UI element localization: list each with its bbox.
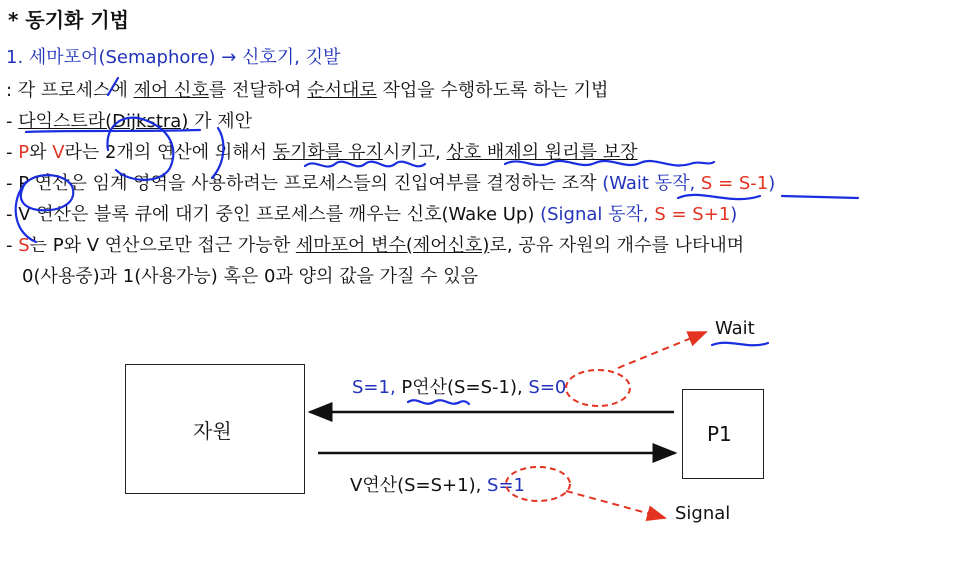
bullet-text: 와 [29,142,53,163]
desc-part: : 각 프로세스에 [6,80,134,101]
bullet-dash: - [6,142,19,163]
desc-part: 를 전달하여 [208,80,308,101]
wait-label: Wait [715,318,755,339]
bullet-text: 연산은 블록 큐에 대기 중인 프로세스를 깨우는 신호(Wake Up) [30,204,541,225]
page-title: * 동기화 기법 [8,8,129,32]
desc-part: 작업을 수행하도록 하는 기법 [376,80,609,101]
wait-underline [678,195,760,199]
s-one-circle [506,467,570,501]
signal-arrow [566,491,665,518]
bullet-text: 시키고, [382,142,447,163]
process-label: P1 [707,422,732,446]
s-letter: S [18,235,30,256]
pv-circle [107,118,173,180]
p-operation-text: P연산(S=S-1), [401,377,529,398]
dijkstra-squiggle [26,130,200,132]
handwritten-annotations [16,78,858,404]
s-plus: S = S+1 [654,204,731,225]
s-minus: S = S-1 [700,173,769,194]
wait-paren: (Wait 동작, [602,173,701,194]
bullet-dash: - [6,111,19,132]
s-equals-zero: S=0 [528,377,567,398]
bullet-text: 가 제안 [188,111,252,132]
sync-text: 동기화를 유지 [272,142,383,163]
bullet-dash: - [6,235,19,256]
wait-label-underline [712,343,768,346]
bullet-text: 는 P와 V 연산으로만 접근 가능한 [29,235,296,256]
resource-label: 자원 [193,419,232,443]
s-zero-circle [566,370,630,406]
paren-stroke [212,128,223,178]
p-op-squiggle [408,400,469,404]
bullet-text: 로, 공유 자원의 개수를 나타내며 [489,235,745,256]
signal-paren: (Signal 동작, [540,204,655,225]
semaphore-variable-text: 세마포어 변수(제어신호) [295,235,490,256]
desc-underline: 제어 신호 [133,80,209,101]
s-equals-one-after: S=1 [487,475,526,496]
v-letter: V [52,142,65,163]
desc-underline: 순서대로 [307,80,377,101]
p-letter: P [18,142,30,163]
paren-close: ) [768,173,776,194]
s-equals-one: S=1, [352,377,402,398]
paren-close: ) [730,204,738,225]
mutex-text: 상호 배제의 원리를 보장 [446,142,638,163]
tick-mark [108,78,118,95]
bullet-s-variable-line2: 0(사용중)과 1(사용가능) 혹은 0과 양의 값을 가질 수 있음 [22,266,478,287]
p-letter: P [18,173,30,194]
dijkstra-text: 다익스트라(Dijkstra) [18,111,189,132]
signal-label: Signal [675,503,731,524]
p-circle [21,175,73,210]
v-operation-text: V연산(S=S+1), [350,475,488,496]
semaphore-heading: 1. 세마포어(Semaphore) → 신호기, 깃발 [6,47,341,68]
pv-brace [16,182,36,242]
v-letter: V [18,204,31,225]
wait-arrow [618,332,706,368]
bullet-dash: - [6,173,19,194]
s-underline [782,196,858,198]
sync-squiggle [305,162,425,167]
mutex-squiggle [505,161,714,166]
bullet-text: 연산은 임계 영역을 사용하려는 프로세스들의 진입여부를 결정하는 조작 [29,173,603,194]
bullet-dash: - [6,204,19,225]
bullet-text: 라는 2개의 연산에 의해서 [64,142,273,163]
